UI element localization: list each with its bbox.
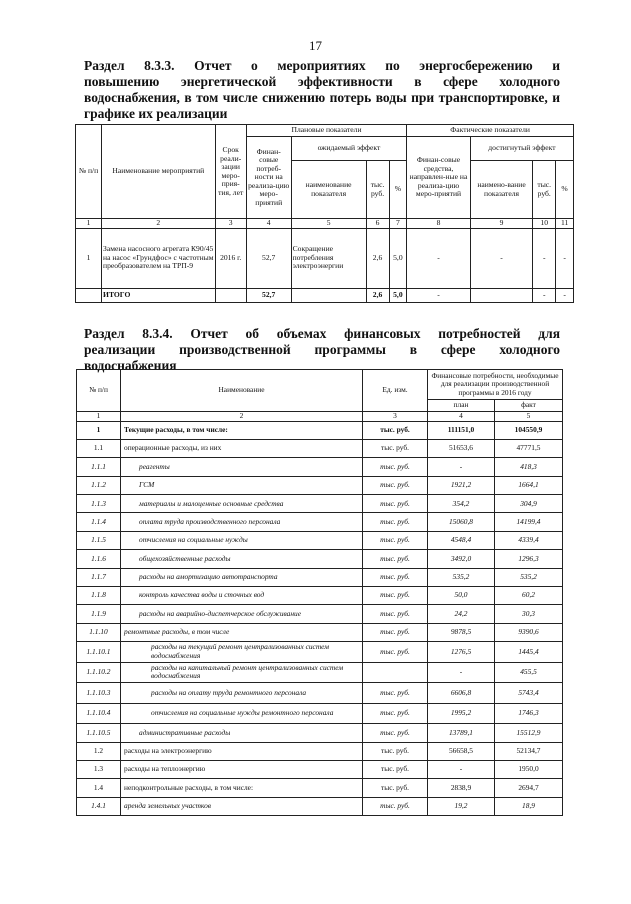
cell-indicator: Сокращение потребления электроэнергии	[291, 228, 366, 288]
table-row	[77, 476, 563, 494]
cell-empty	[215, 288, 246, 302]
table-row	[77, 642, 563, 663]
cell-plan: 2838,9	[428, 779, 495, 797]
header-fact-ind: наимено-вание показателя	[470, 161, 533, 219]
cell-empty	[76, 288, 102, 302]
index-cell: 3	[363, 412, 428, 422]
cell-name: отчисления на социальные нужды	[121, 531, 363, 549]
index-cell: 7	[389, 219, 407, 229]
table-row	[77, 421, 563, 439]
header-plan-pct: %	[389, 161, 407, 219]
cell-plan: -	[428, 662, 495, 683]
table-row	[77, 513, 563, 531]
table-row	[77, 662, 563, 683]
cell-unit: тыс. руб.	[363, 642, 428, 663]
cell-plan: -	[428, 458, 495, 476]
cell-plan: 1276,5	[428, 642, 495, 663]
cell-num: 1.1.5	[77, 531, 121, 549]
section-8-3-3-heading	[84, 58, 560, 122]
index-cell: 2	[102, 219, 216, 229]
cell-fact: 9390,6	[495, 623, 563, 641]
cell-plan: 24,2	[428, 605, 495, 623]
cell-fact: 52134,7	[495, 742, 563, 760]
cell-name: оплата труда производственного персонала	[121, 513, 363, 531]
index-cell: 2	[121, 412, 363, 422]
cell-plan: 50,0	[428, 587, 495, 605]
cell-plan: 19,2	[428, 797, 495, 815]
total-thous: 2,6	[366, 288, 389, 302]
cell-plan: 9878,5	[428, 623, 495, 641]
cell-plan: -	[428, 760, 495, 778]
index-cell: 10	[533, 219, 556, 229]
cell-fact: 2694,7	[495, 779, 563, 797]
cell-fact: 1950,0	[495, 760, 563, 778]
header-fact-fin: Финан-совые средства, направлен-ные на реализа-цию меро-приятий	[407, 137, 471, 219]
header-unit: Ед. изм.	[363, 370, 428, 412]
cell-name: неподконтрольные расходы, в том числе:	[121, 779, 363, 797]
cell-unit: тыс. руб.	[363, 439, 428, 457]
cell-fact: 15512,9	[495, 724, 563, 742]
cell-name: расходы на теплоэнергию	[121, 760, 363, 778]
heading-line: водоснабжения, в том числе снижению потерь воды при транспортировке, и	[84, 90, 560, 105]
cell-name: аренда земельных участков	[121, 797, 363, 815]
cell-fact: 30,3	[495, 605, 563, 623]
cell-num: 1.1.9	[77, 605, 121, 623]
cell-unit: тыс. руб.	[363, 458, 428, 476]
cell-name: расходы на амортизацию автотранспорта	[121, 568, 363, 586]
header-term: Срок реали-зации меро-прия-тия, лет	[215, 125, 246, 219]
cell-fact: 1664,1	[495, 476, 563, 494]
index-cell: 1	[77, 412, 121, 422]
page-number: 17	[309, 38, 322, 53]
table-row	[77, 439, 563, 457]
cell-name: отчисления на социальные нужды ремонтного персонала	[121, 703, 363, 724]
cell-num: 1	[77, 421, 121, 439]
table-row	[77, 703, 563, 724]
cell-unit: тыс. руб.	[363, 531, 428, 549]
header-plan-thous: тыс. руб.	[366, 161, 389, 219]
cell-plan: 51653,6	[428, 439, 495, 457]
heading-line: водоснабжения	[84, 358, 177, 373]
table-row	[76, 228, 574, 288]
header-num: № п/п	[77, 370, 121, 412]
cell-num: 1.1.10	[77, 623, 121, 641]
table-row	[77, 742, 563, 760]
cell-num: 1.1	[77, 439, 121, 457]
index-cell: 4	[246, 219, 291, 229]
header-fact: Фактические показатели	[407, 125, 574, 137]
header-fact-effect: достигнутый эффект	[470, 137, 573, 161]
cell-unit: тыс. руб.	[363, 513, 428, 531]
cell-name: общехозяйственные расходы	[121, 550, 363, 568]
cell-num: 1.1.10.5	[77, 724, 121, 742]
header-plan: план	[428, 400, 495, 412]
table-row	[77, 779, 563, 797]
cell-name: расходы на электроэнергию	[121, 742, 363, 760]
cell-unit: тыс. руб.	[363, 779, 428, 797]
cell-unit: тыс. руб.	[363, 495, 428, 513]
cell-num: 1.3	[77, 760, 121, 778]
table-row	[77, 724, 563, 742]
table-row	[77, 587, 563, 605]
total-row	[76, 288, 574, 302]
cell-num: 1.1.4	[77, 513, 121, 531]
cell-plan: 1921,2	[428, 476, 495, 494]
cell-name: операционные расходы, из них	[121, 439, 363, 457]
cell-fact: 4339,4	[495, 531, 563, 549]
index-cell: 9	[470, 219, 533, 229]
header-plan-effect: ожидаемый эффект	[291, 137, 407, 161]
cell-unit: тыс. руб.	[363, 724, 428, 742]
cell-fact: 535,2	[495, 568, 563, 586]
table-row	[77, 605, 563, 623]
index-cell: 4	[428, 412, 495, 422]
cell-fact-indicator: -	[470, 228, 533, 288]
cell-name: расходы на капитальный ремонт централизованных систем водоснабжения	[121, 662, 363, 683]
heading-line: реализации производственной программы в сфере холодного	[84, 342, 560, 357]
cell-num: 1.4	[77, 779, 121, 797]
header-fact-thous: тыс. руб.	[533, 161, 556, 219]
cell-name: реагенты	[121, 458, 363, 476]
cell-plan: 354,2	[428, 495, 495, 513]
cell-plan: 1995,2	[428, 703, 495, 724]
cell-fact: 60,2	[495, 587, 563, 605]
table-row	[77, 495, 563, 513]
cell-plan: 535,2	[428, 568, 495, 586]
cell-term: 2016 г.	[215, 228, 246, 288]
header-fact: факт	[495, 400, 563, 412]
cell-plan: 4548,4	[428, 531, 495, 549]
header-name: Наименование мероприятий	[102, 125, 216, 219]
cell-unit: тыс. руб.	[363, 797, 428, 815]
cell-unit: тыс. руб.	[363, 742, 428, 760]
index-cell: 8	[407, 219, 471, 229]
cell-name: контроль качества воды и сточных вод	[121, 587, 363, 605]
heading-line: Раздел 8.3.3. Отчет о мероприятиях по энергосбережению и	[84, 58, 560, 73]
cell-name: ГСМ	[121, 476, 363, 494]
cell-unit: тыс. руб.	[363, 703, 428, 724]
section-8-3-4-heading	[84, 326, 560, 374]
cell-name: расходы на текущий ремонт централизованных систем водоснабжения	[121, 642, 363, 663]
table-row	[77, 683, 563, 704]
cell-num: 1.1.10.3	[77, 683, 121, 704]
cell-plan: 6606,8	[428, 683, 495, 704]
table-row	[77, 550, 563, 568]
heading-line: графике их реализации	[84, 106, 228, 121]
cell-num: 1.1.10.1	[77, 642, 121, 663]
index-row	[76, 219, 574, 229]
cell-name: материалы и малоценные основные средства	[121, 495, 363, 513]
cell-name: расходы на аварийно-диспетчерское обслуживание	[121, 605, 363, 623]
table-row	[77, 568, 563, 586]
measures-report-table	[75, 124, 574, 303]
cell-name: административные расходы	[121, 724, 363, 742]
table-row	[77, 760, 563, 778]
total-label: ИТОГО	[102, 288, 216, 302]
index-cell: 6	[366, 219, 389, 229]
cell-fact: 1746,3	[495, 703, 563, 724]
table-row	[77, 531, 563, 549]
cell-name: ремонтные расходы, в том числе	[121, 623, 363, 641]
cell-empty	[291, 288, 366, 302]
cell-name: расходы на оплату труда ремонтного персонала	[121, 683, 363, 704]
heading-line: Раздел 8.3.4. Отчет об объемах финансовых потребностей для	[84, 326, 560, 341]
total-pct: 5,0	[389, 288, 407, 302]
total-fact-fin: -	[407, 288, 471, 302]
cell-unit: тыс. руб.	[363, 550, 428, 568]
cell-unit: тыс. руб.	[363, 623, 428, 641]
cell-fact: 455,5	[495, 662, 563, 683]
heading-line: повышению энергетической эффективности в сфере холодного	[84, 74, 560, 89]
total-fin: 52,7	[246, 288, 291, 302]
cell-fact: 418,3	[495, 458, 563, 476]
cell-plan: 56658,5	[428, 742, 495, 760]
index-cell: 3	[215, 219, 246, 229]
cell-plan: 111151,0	[428, 421, 495, 439]
cell-num: 1.1.8	[77, 587, 121, 605]
cell-unit: тыс. руб.	[363, 476, 428, 494]
header-need: Финансовые потребности, необходимые для реализации производственной программы в 2016 году	[428, 370, 563, 400]
cell-unit: тыс. руб.	[363, 683, 428, 704]
cell-unit: тыс. руб.	[363, 587, 428, 605]
financial-needs-table	[76, 369, 563, 816]
cell-plan: 3492,0	[428, 550, 495, 568]
cell-num: 1.1.7	[77, 568, 121, 586]
index-cell: 1	[76, 219, 102, 229]
index-cell: 5	[495, 412, 563, 422]
cell-unit: тыс. руб.	[363, 605, 428, 623]
cell-fact: 104550,9	[495, 421, 563, 439]
cell-fact-pct: -	[556, 228, 574, 288]
table-row	[77, 797, 563, 815]
cell-fact: 1296,3	[495, 550, 563, 568]
cell-num: 1	[76, 228, 102, 288]
cell-num: 1.4.1	[77, 797, 121, 815]
cell-fact: 1445,4	[495, 642, 563, 663]
cell-num: 1.1.6	[77, 550, 121, 568]
cell-num: 1.1.10.2	[77, 662, 121, 683]
cell-unit: тыс. руб.	[363, 760, 428, 778]
cell-fact: 5743,4	[495, 683, 563, 704]
header-plan-ind: наименование показателя	[291, 161, 366, 219]
cell-plan: 15060,8	[428, 513, 495, 531]
table-row	[77, 623, 563, 641]
cell-name: Замена насосного агрегата К90/45 на насос «Грундфос» с частотным преобразователем на ТРП-9	[102, 228, 216, 288]
cell-fact-fin: -	[407, 228, 471, 288]
cell-fact: 18,9	[495, 797, 563, 815]
header-name: Наименование	[121, 370, 363, 412]
table-row	[77, 458, 563, 476]
cell-unit	[363, 662, 428, 683]
header-fact-pct: %	[556, 161, 574, 219]
index-cell: 11	[556, 219, 574, 229]
total-fact-thous: -	[533, 288, 556, 302]
header-num: № п/п	[76, 125, 102, 219]
cell-unit: тыс. руб.	[363, 568, 428, 586]
cell-fact-thous: -	[533, 228, 556, 288]
cell-plan: 13789,1	[428, 724, 495, 742]
cell-pct: 5,0	[389, 228, 407, 288]
cell-fin: 52,7	[246, 228, 291, 288]
cell-fact: 47771,5	[495, 439, 563, 457]
cell-empty	[470, 288, 533, 302]
total-fact-pct: -	[556, 288, 574, 302]
cell-num: 1.1.3	[77, 495, 121, 513]
cell-num: 1.1.2	[77, 476, 121, 494]
cell-name: Текущие расходы, в том числе:	[121, 421, 363, 439]
cell-num: 1.1.10.4	[77, 703, 121, 724]
index-row	[77, 412, 563, 422]
header-plan-fin: Финан-совые потреб-ности на реализа-цию меро-приятий	[246, 137, 291, 219]
cell-num: 1.2	[77, 742, 121, 760]
cell-num: 1.1.1	[77, 458, 121, 476]
cell-fact: 14199,4	[495, 513, 563, 531]
cell-thous: 2,6	[366, 228, 389, 288]
cell-fact: 304,9	[495, 495, 563, 513]
header-plan: Плановые показатели	[246, 125, 406, 137]
cell-unit: тыс. руб.	[363, 421, 428, 439]
index-cell: 5	[291, 219, 366, 229]
